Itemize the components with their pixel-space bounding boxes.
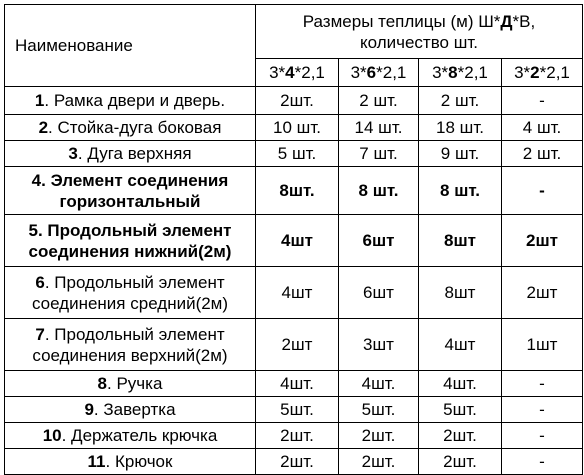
table-row bbox=[5, 319, 583, 371]
part-name: 2. Стойка-дуга боковая bbox=[5, 115, 256, 141]
part-name: 7. Продольный элемент соединения верхний(2м) bbox=[5, 319, 256, 371]
qty-cell: - bbox=[502, 423, 583, 449]
part-name: 9. Завертка bbox=[5, 397, 256, 423]
qty-cell: 2шт bbox=[502, 267, 583, 319]
size-header-line2: количество шт. bbox=[359, 32, 478, 52]
part-name: 8. Ручка bbox=[5, 371, 256, 397]
table-row bbox=[5, 267, 583, 319]
qty-cell: 2 шт. bbox=[419, 87, 502, 115]
qty-cell: 10 шт. bbox=[256, 115, 339, 141]
table-row bbox=[5, 371, 583, 397]
size-header-cell: 3*6*2,1 bbox=[339, 59, 419, 87]
qty-cell: - bbox=[502, 167, 583, 215]
size-header-line1: Размеры теплицы (м) Ш*Д*В, bbox=[302, 11, 536, 31]
qty-cell: 4 шт. bbox=[502, 115, 583, 141]
qty-cell: - bbox=[502, 87, 583, 115]
table-row bbox=[5, 87, 583, 115]
qty-cell: 8шт bbox=[419, 267, 502, 319]
table-row bbox=[5, 397, 583, 423]
header-row bbox=[5, 5, 583, 59]
part-name: 4. Элемент соединения горизонтальный bbox=[5, 167, 256, 215]
parts-table bbox=[4, 4, 583, 475]
qty-cell: 5шт. bbox=[339, 397, 419, 423]
qty-cell: 2шт. bbox=[256, 449, 339, 475]
qty-cell: 4шт. bbox=[339, 371, 419, 397]
qty-cell: 4шт. bbox=[256, 371, 339, 397]
table-row bbox=[5, 449, 583, 475]
part-name: 1. Рамка двери и дверь. bbox=[5, 87, 256, 115]
qty-cell: 14 шт. bbox=[339, 115, 419, 141]
table-row bbox=[5, 167, 583, 215]
qty-cell: 2 шт. bbox=[502, 141, 583, 167]
qty-cell: 6шт bbox=[339, 267, 419, 319]
qty-cell: 4шт bbox=[256, 267, 339, 319]
qty-cell: 2шт. bbox=[339, 423, 419, 449]
qty-cell: 2шт. bbox=[419, 449, 502, 475]
qty-cell: 2шт bbox=[256, 319, 339, 371]
qty-cell: 2шт. bbox=[256, 423, 339, 449]
qty-cell: 5 шт. bbox=[256, 141, 339, 167]
qty-cell: 8шт bbox=[419, 215, 502, 267]
part-name: 5. Продольный элемент соединения нижний(2м) bbox=[5, 215, 256, 267]
qty-cell: 4шт. bbox=[419, 371, 502, 397]
qty-cell: 1шт bbox=[502, 319, 583, 371]
qty-cell: 5шт. bbox=[419, 397, 502, 423]
qty-cell: - bbox=[502, 449, 583, 475]
qty-cell: 6шт bbox=[339, 215, 419, 267]
qty-cell: 3шт bbox=[339, 319, 419, 371]
qty-cell: 8 шт. bbox=[339, 167, 419, 215]
qty-cell: 9 шт. bbox=[419, 141, 502, 167]
qty-cell: 4шт bbox=[419, 319, 502, 371]
name-header: Наименование bbox=[5, 5, 256, 87]
qty-cell: - bbox=[502, 397, 583, 423]
qty-cell: 8 шт. bbox=[419, 167, 502, 215]
part-name: 11. Крючок bbox=[5, 449, 256, 475]
table-row bbox=[5, 141, 583, 167]
qty-cell: 2шт bbox=[502, 215, 583, 267]
qty-cell: 2шт. bbox=[256, 87, 339, 115]
part-name: 3. Дуга верхняя bbox=[5, 141, 256, 167]
table-row bbox=[5, 423, 583, 449]
qty-cell: 7 шт. bbox=[339, 141, 419, 167]
qty-cell: - bbox=[502, 371, 583, 397]
qty-cell: 2шт. bbox=[339, 449, 419, 475]
size-header-cell: 3*2*2,1 bbox=[502, 59, 583, 87]
qty-cell: 2шт. bbox=[419, 423, 502, 449]
part-name: 10. Держатель крючка bbox=[5, 423, 256, 449]
qty-cell: 18 шт. bbox=[419, 115, 502, 141]
qty-cell: 8шт. bbox=[256, 167, 339, 215]
part-name: 6. Продольный элемент соединения средний(2м) bbox=[5, 267, 256, 319]
qty-cell: 5шт. bbox=[256, 397, 339, 423]
size-header-cell: 3*4*2,1 bbox=[256, 59, 339, 87]
size-header-cell: 3*8*2,1 bbox=[419, 59, 502, 87]
size-header bbox=[256, 5, 583, 59]
table-row bbox=[5, 115, 583, 141]
qty-cell: 4шт bbox=[256, 215, 339, 267]
table-row bbox=[5, 215, 583, 267]
qty-cell: 2 шт. bbox=[339, 87, 419, 115]
